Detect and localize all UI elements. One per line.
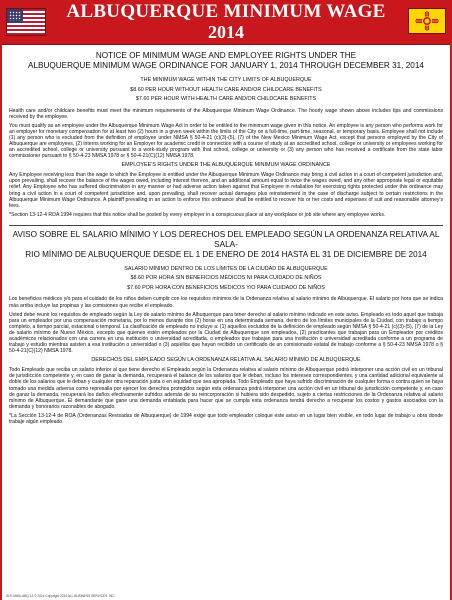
spanish-rights-heading: DERECHOS DEL EMPLEADO SEGÚN LA ORDENANZA RELATIVA AL SALARIO MÍNIMO DE ALBUQUERQUE bbox=[91, 357, 361, 364]
spanish-rights-paragraph: Todo Empleado que reciba un salario inferior al que tiene derecho el Empleado según la Ordenanza relativa al salario mínimo de Albuquerque podrá interponer una acción civil en un tribunal de jurisdicción competente y, en caso de ganar la demanda, recuperará el balance de los salarios que le deban, incluso los intereses correspondientes, y una cantidad adicional equivalente al doble de los salarios que le deban y cualquier otra reparación justa o en equidad que sea apropiada. Todo Empleado que haya sufrido discriminación de cualquier forma o contra quien se haya tomado una medida adversa como represalia por ejercer los derechos protegidos según esta ordenanza podrá interponer una acción civil en un tribunal de jurisdicción competente y, en caso de ganar la demanda, recuperará los daños efectivamente sufridos además de su reincorporación si hubiera sido despedido, sujeto a ciertas restricciones de la Ordenanza relativa al salario mínimo de Albuquerque. El demandante que gane una demanda entablada para hacer que se cumpla esta ordenanza tendrá derecho a recuperar los costos y gastos asociados con la demanda y honorarios razonables de abogado. bbox=[9, 367, 443, 410]
spanish-section bbox=[9, 230, 443, 425]
english-city-limits: THE MINIMUM WAGE WITHIN THE CITY LIMITS OF ALBUQUERQUE bbox=[140, 77, 312, 83]
zia-symbol-icon bbox=[409, 9, 445, 33]
notice-body bbox=[2, 45, 450, 425]
english-eligibility-paragraph: You must qualify as an employee under the Albuquerque Minimum Wage Act in order to be entitled to the minimum wage given in this notice. An employee is any person who performs work for an employer for monetary compensation for at least two (2) hours in a given week within the limits of the City on a full-time, part-time, seasonal, or temporary basis. Employee shall not include (1) any person who is excluded from the definition of employee under NMSA § 50-4-21 (c)(3)-(5), (7) of the New Mexico Minimum Wage Act, except that persons employed by the City of Albuquerque are employees, (2) interns working for an Employer for academic credit in connection with a course of study at an accredited school, college or university or employees working for an accredited school, college or university pursuant to a work-study program with that school, college or university or (3) any person who has received a certificate from the state labor commissioner pursuant to § 50-4-23 NMSA 1978 or § 50-4-21(C)(12) NMSA 1978. bbox=[9, 122, 443, 160]
copyright-footer: ID:E-MWA-ABQ-14 © 2014 Copyright 2014 ALL BUSINESS SERVICES, INC. bbox=[6, 594, 116, 598]
english-heading-line1: NOTICE OF MINIMUM WAGE AND EMPLOYEE RIGHTS UNDER THE bbox=[95, 51, 357, 60]
spanish-heading-line1: AVISO SOBRE EL SALARIO MÍNIMO Y LOS DERECHOS DEL EMPLEADO SEGÚN LA ORDENANZA RELATIVA AL SALA- bbox=[12, 229, 440, 249]
title-banner bbox=[2, 0, 450, 45]
spanish-posting-paragraph: *La Sección 13-12-4 de ROA (Ordenanzas Revisadas de Albuquerque) de 1994 exige que todo empleador coloque este aviso en un lugar bien visible, en todo lugar de trabajo u obra donde trabaje algún empleado. bbox=[9, 412, 443, 425]
spanish-rate-without-benefits: $8.60 POR HORA SIN BENEFICIOS MÉDICOS NI PARA CUIDADO DE NIÑOS bbox=[130, 275, 322, 282]
english-rights-paragraph: Any Employee receiving less than the wage to which the Employee is entitled under the Albuquerque Minimum Wage Ordinance may bring a civil action in a court of competent jurisdiction and, upon prevailing, shall recover the balance of the wages owed, including interest thereon, and an additional amount equal to twice the wages owed, and any other appropriate legal or equitable relief. Any Employee who has suffered discrimination in any manner or had adverse action taken against that Employee in retaliation for exercising rights protected under this ordinance may bring a civil action in a court of competent jurisdiction and, upon prevailing, shall recover actual damages plus reinstatement in the case of discharge subject to certain restrictions in the Albuquerque Minimum Wage Ordinance. A plaintiff prevailing in an action to enforce this ordinance shall be entitled to recover his or her costs and expenses of suit and reasonable attorney's fees. bbox=[9, 172, 443, 209]
poster-title: ALBUQUERQUE MINIMUM WAGE bbox=[66, 1, 386, 22]
english-rate-without-benefits: $8.60 PER HOUR WITHOUT HEALTH CARE AND/OR CHILDCARE BENEFITS bbox=[130, 86, 322, 93]
spanish-heading-line2: RIO MÍNIMO DE ALBUQUERQUE DESDE EL 1 DE ENERO DE 2014 HASTA EL 31 DE DICIEMBRE DE 2014 bbox=[25, 249, 427, 259]
english-rate-with-benefits: $7.60 PER HOUR WITH HEALTH CARE AND/OR CHILDCARE BENEFITS bbox=[135, 96, 317, 102]
english-benefits-paragraph: Health care and/or childcare benefits must meet the minimum requirements of the Albuquerque Minimum Wage Ordinance. The hourly wage shown above includes tips and commissions received by the employee. bbox=[9, 107, 443, 120]
english-rights-heading: EMPLOYEE'S RIGHTS UNDER THE ALBUQUERQUE MINIMUM WAGE ORDINANCE bbox=[121, 162, 331, 169]
spanish-rate-with-benefits: $7.60 POR HORA CON BENEFICIOS MÉDICOS Y/O PARA CUIDADO DE NIÑOS bbox=[127, 284, 325, 291]
spanish-eligibility-paragraph: Usted debe reunir los requisitos de empleado según la Ley de salario mínimo de Albuquerque para tener derecho al salario mínimo indicado en este aviso. Empleado es todo aquel que trabaja para un empleador por una compensación monetaria, por lo menos durante dos (2) horas en una determinada semana, dentro de los límites municipales de la Ciudad, con trabajo a tiempo completo, a tiempo parcial, estacional o temporal. La clasificación de empleado no incluye a: (1) aquellos excluidos de la definición de empleado según NMSA § 50-4-21 (c)(3)-(5), (7) de la Ley de salario mínimo de Nuevo México, excepto que quienes estén empleados por la Ciudad de Albuquerque son empleados, (2) practicantes que trabajan para un Empleador por créditos académicos relacionados con una carrera en una institución o universidad acreditada, o empleados que trabajan para una institución o universidad acreditada conforme a un programa de trabajo y estudio mientras asisten a esa institución o universidad o (3) aquellos que hayan recibido un certificado de un comisionado estatal de trabajo conforme a § 50-4-23 NMSA 1978 o § 50-4-21(C)(12) NMSA 1978. bbox=[9, 311, 443, 355]
language-divider bbox=[9, 225, 443, 226]
english-posting-paragraph: *Section 13-12-4 ROA 1994 requires that this notice shall be posted by every employer in a conspicuous place at any workplace or job site where any employee works. bbox=[9, 211, 386, 218]
english-heading-line2: ALBUQUERQUE MINIMUM WAGE ORDINANCE FOR JANUARY 1, 2014 THROUGH DECEMBER 31, 2014 bbox=[28, 61, 424, 70]
spanish-benefits-paragraph: Los beneficios médicos y/o para el cuidado de los niños deben cumplir con los requisitos mínimos de la Ordenanza relativa al salario mínimo de Albuquerque. El salario por hora que se indica más arriba incluye las propinas y las comisiones que recibe el empleado. bbox=[9, 296, 443, 309]
poster-year: 2014 bbox=[208, 22, 244, 42]
new-mexico-flag-icon bbox=[408, 8, 446, 34]
spanish-city-limits: SALARIO MÍNIMO DENTRO DE LOS LÍMITES DE LA CIUDAD DE ALBUQUERQUE bbox=[124, 265, 328, 272]
english-section bbox=[9, 51, 443, 218]
